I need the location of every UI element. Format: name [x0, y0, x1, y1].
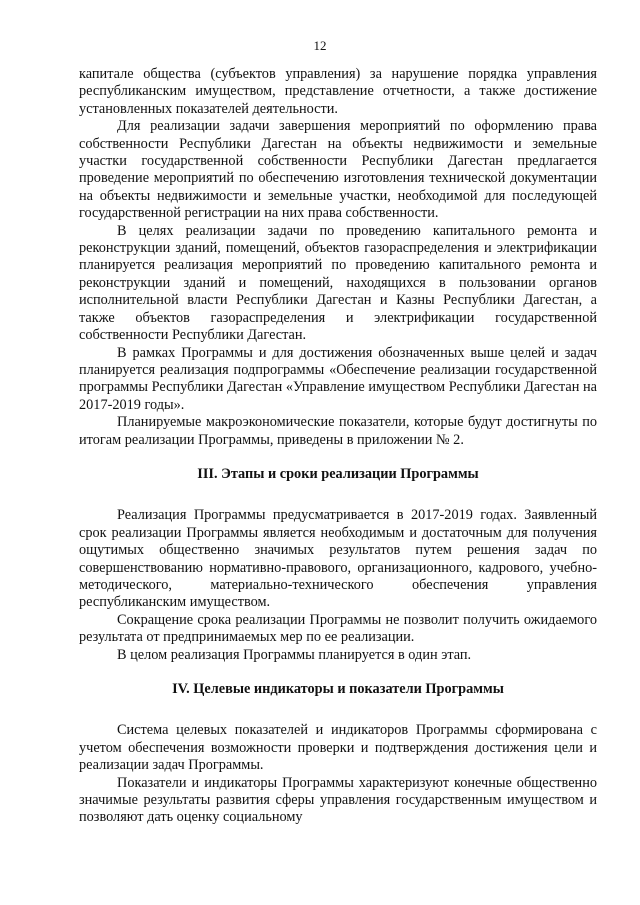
- paragraph-indicator-results: Показатели и индикаторы Программы характеризуют конечные общественно значимые результаты развития сферы управления государственным имуществом и позволяют дать оценку социальному: [79, 774, 597, 826]
- section-heading-indicators: IV. Целевые индикаторы и показатели Программы: [172, 681, 504, 697]
- paragraph-macro-indicators: Планируемые макроэкономические показатели, которые будут достигнуты по итогам реализации Программы, приведены в приложении № 2.: [79, 414, 597, 448]
- document-body: [79, 66, 597, 827]
- paragraph-indicator-system: Система целевых показателей и индикаторов Программы сформирована с учетом обеспечения возможности проверки и подтверждения достижения цели и реализации задач Программы.: [79, 722, 597, 774]
- paragraph-continuation: капитале общества (субъектов управления) за нарушение порядка управления республиканским имуществом, представление отчетности, а также достижение установленных показателей деятельности.: [79, 66, 597, 117]
- paragraph-subprogram: В рамках Программы и для достижения обозначенных выше целей и задач планируется реализация подпрограммы «Обеспечение реализации государственной программы Республики Дагестан «Управление имуществом Республики Дагестан на 2017-2019 годы».: [79, 344, 597, 413]
- paragraph-capital-repair: В целях реализации задачи по проведению капитального ремонта и реконструкции зданий, помещений, объектов газораспределения и электрификации планируется реализация мероприятий по проведению капитального ремонта и реконструкции зданий и помещений, находящихся в пользовании органов исполнительной власти Республики Дагестан и Казны Республики Дагестан, а также объектов газораспределения и электрификации государственной собственности Республики Дагестан.: [79, 222, 597, 344]
- paragraph-reduction: Сокращение срока реализации Программы не позволит получить ожидаемого результата от предпринимаемых мер по ее реализации.: [79, 611, 597, 646]
- paragraph-single-stage: В целом реализация Программы планируется в один этап.: [117, 646, 472, 663]
- page-number: 12: [313, 38, 327, 53]
- paragraph-property-rights: Для реализации задачи завершения мероприятий по оформлению права собственности Республики Дагестан на объекты недвижимости и земельные участки государственной собственности Республики Дагестан предлагается проведение мероприятий по обеспечению изготовления технической документации на объекты недвижимости и земельные участки, необходимой для последующей государственной регистрации на них права собственности.: [79, 118, 597, 222]
- paragraph-timeframe: Реализация Программы предусматривается в 2017-2019 годах. Заявленный срок реализации Программы является необходимым и достаточным для получения ощутимых общественно значимых результатов путем решения задач по совершенствованию нормативно-правового, организационного, кадрового, учебно-методического, материально-технического обеспечения управления республиканским имуществом.: [79, 507, 597, 611]
- section-heading-stages: III. Этапы и сроки реализации Программы: [197, 465, 479, 482]
